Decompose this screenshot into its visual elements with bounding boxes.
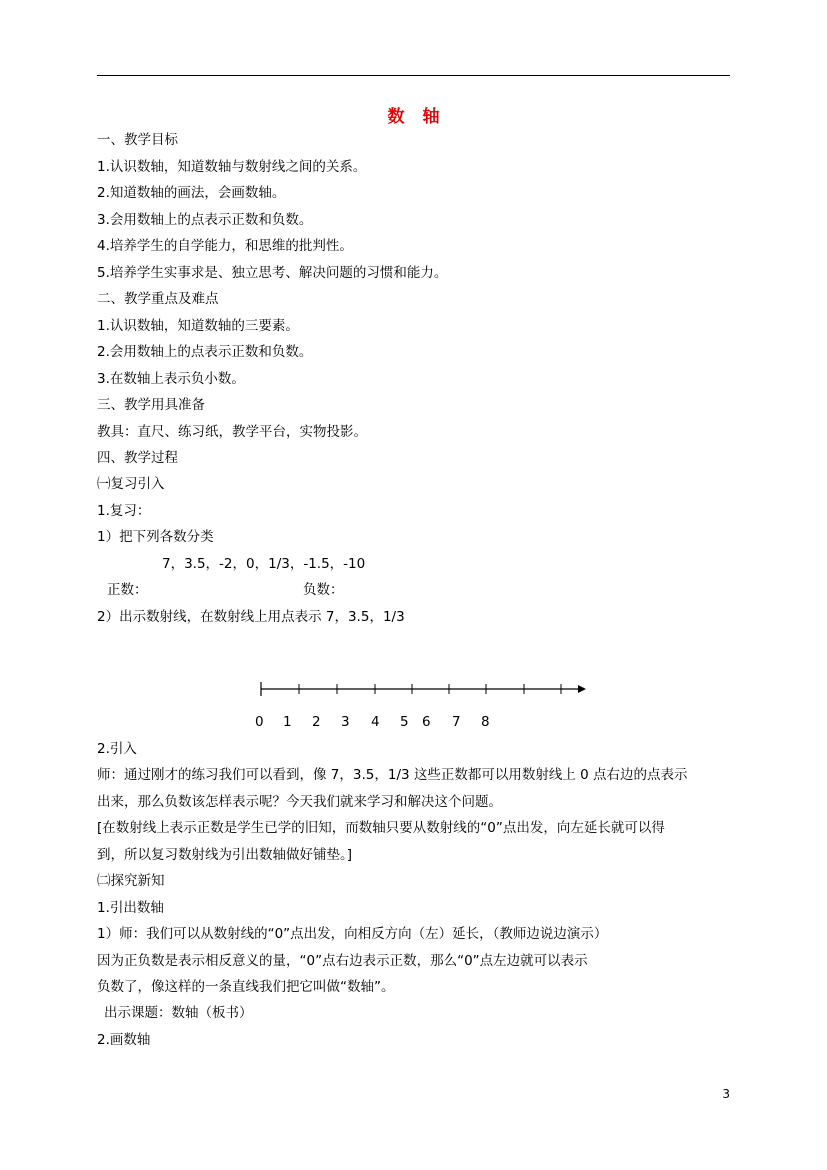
explore-text-1: 1）师：我们可以从数射线的“0”点出发，向相反方向（左）延长，（教师边说边演示） [97, 926, 608, 942]
title-char-1: 数 [387, 107, 405, 127]
negative-label: 负数： [303, 582, 344, 598]
goal-1: 1.认识数轴，知道数轴与数射线之间的关系。 [97, 159, 367, 175]
explore-heading-1: 1.引出数轴 [97, 900, 164, 916]
ray-label: 6 [422, 714, 431, 730]
subheading-explore: ㈡探究新知 [97, 873, 165, 889]
positive-label: 正数： [107, 582, 148, 598]
ray-arrow-icon [578, 685, 586, 693]
intro-note-2: 到，所以复习数射线为引出数轴做好铺垫。] [97, 847, 353, 863]
number-ray-diagram [258, 678, 590, 700]
keypoint-2: 2.会用数轴上的点表示正数和负数。 [97, 344, 313, 360]
page-title [0, 102, 827, 127]
explore-text-4: 出示课题：数轴（板书） [104, 1005, 253, 1021]
keypoint-3: 3.在数轴上表示负小数。 [97, 371, 245, 387]
page-number: 3 [722, 1087, 730, 1101]
ray-label: 7 [452, 714, 461, 730]
ray-label: 3 [341, 714, 350, 730]
goal-4: 4.培养学生的自学能力，和思维的批判性。 [97, 238, 353, 254]
keypoint-1: 1.认识数轴，知道数轴的三要素。 [97, 318, 299, 334]
header-rule [97, 75, 730, 76]
section-heading-process: 四、教学过程 [97, 450, 178, 466]
ray-label: 2 [312, 714, 321, 730]
review-task-2: 2）出示数射线，在数射线上用点表示 7，3.5，1/3 [97, 609, 405, 625]
review-task-1: 1）把下列各数分类 [97, 529, 214, 545]
number-ray-labels [0, 714, 827, 732]
section-heading-tools: 三、教学用具准备 [97, 397, 205, 413]
intro-note-1: [在数射线上表示正数是学生已学的旧知，而数轴只要从数射线的“0”点出发，向左延长就可以得 [97, 820, 665, 836]
ray-label: 8 [481, 714, 490, 730]
ray-label: 5 [400, 714, 409, 730]
goal-3: 3.会用数轴上的点表示正数和负数。 [97, 212, 313, 228]
title-char-2: 轴 [422, 107, 440, 127]
ray-label: 4 [371, 714, 380, 730]
tools-text: 教具：直尺、练习纸，教学平台，实物投影。 [97, 424, 367, 440]
section-heading-keypoints: 二、教学重点及难点 [97, 291, 219, 307]
explore-text-3: 负数了，像这样的一条直线我们把它叫做“数轴”。 [97, 979, 395, 995]
subheading-intro: 2.引入 [97, 741, 137, 757]
explore-text-2: 因为正负数是表示相反意义的量，“0”点右边表示正数，那么“0”点左边就可以表示 [97, 953, 588, 969]
subheading-review: ㈠复习引入 [97, 476, 165, 492]
explore-heading-2: 2.画数轴 [97, 1032, 151, 1048]
ray-label: 1 [283, 714, 292, 730]
number-list: 7，3.5，-2，0，1/3，-1.5，-10 [162, 556, 366, 572]
goal-5: 5.培养学生实事求是、独立思考、解决问题的习惯和能力。 [97, 265, 448, 281]
intro-text-2: 出来，那么负数该怎样表示呢？今天我们就来学习和解决这个问题。 [97, 794, 502, 810]
section-heading-goals: 一、教学目标 [97, 132, 178, 148]
review-label: 1.复习： [97, 503, 151, 519]
ray-label: 0 [255, 714, 264, 730]
goal-2: 2.知道数轴的画法，会画数轴。 [97, 185, 286, 201]
intro-text-1: 师：通过刚才的练习我们可以看到，像 7，3.5，1/3 这些正数都可以用数射线上 0 点右边的点表示 [97, 767, 688, 783]
